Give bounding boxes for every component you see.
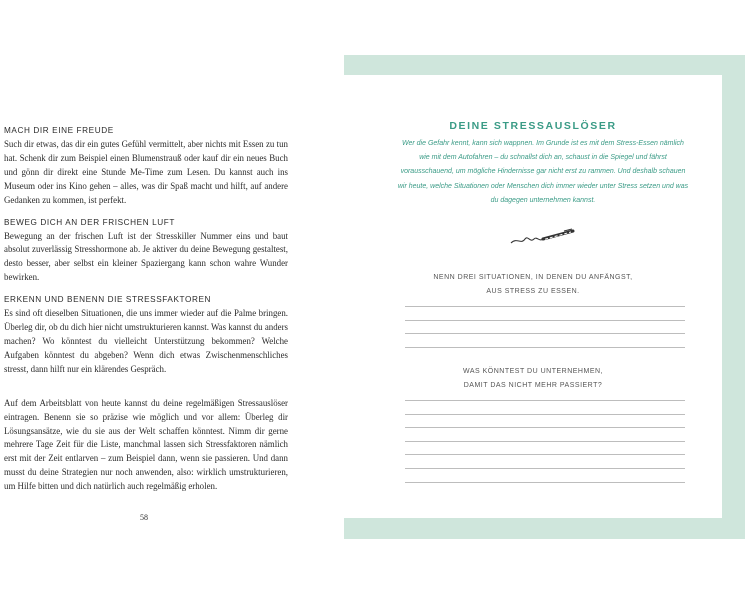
left-page-text: [4, 124, 288, 494]
question-situations: [344, 271, 722, 299]
answer-line[interactable]: [405, 414, 685, 415]
answer-lines-situations[interactable]: [405, 306, 685, 360]
question-line: WAS KÖNNTEST DU UNTERNEHMEN,: [462, 368, 603, 375]
answer-lines-actions[interactable]: [405, 400, 685, 495]
answer-line[interactable]: [405, 482, 685, 483]
pen-scribble-icon: [509, 227, 579, 249]
answer-line[interactable]: [405, 441, 685, 442]
answer-line[interactable]: [405, 347, 685, 348]
section-body: Es sind oft dieselben Situationen, die uns immer wieder auf die Palme bringen. Überleg dir, ob du dich hier nicht umstrukturieren kannst. Was kannst du anders machen? Wo könntest du vielleicht Unterstützung bekommen? Welche Aufgaben könntest du abgeben? Wenn dich etwas Zwischenmenschliches stresst, dann hilft nur ein klärendes Gespräch.: [4, 308, 288, 374]
section-bewegung: [4, 216, 288, 286]
worksheet-title: DEINE STRESSAUSLÖSER: [449, 120, 617, 132]
answer-line[interactable]: [405, 320, 685, 321]
answer-line[interactable]: [405, 333, 685, 334]
answer-line[interactable]: [405, 468, 685, 469]
worksheet-card: [344, 75, 722, 518]
question-actions: [344, 365, 722, 393]
answer-line[interactable]: [405, 400, 685, 401]
worksheet-intro: Wer die Gefahr kennt, kann sich wappnen. Im Grunde ist es mit dem Stress-Essen nämlich wie mit dem Autofahren – du schnallst dich an, schaust in die Spiegel und fährst vorausschauend, um mögliche Hindernisse gar nicht erst zu rammen. Und deshalb schauen wir heute, welche Situationen oder Menschen dich immer wieder unter Stress setzen und was du dagegen unternehmen kannst.: [397, 140, 689, 204]
section-heading: BEWEG DICH AN DER FRISCHEN LUFT: [4, 217, 175, 227]
closing-paragraph: Auf dem Arbeitsblatt von heute kannst du deine regelmäßigen Stressauslöser eintragen. Benenn sie so präzise wie möglich und vor allem: Überleg dir Lösungsansätze, wie du sie aus der Welt schaffen könntest. Nimm dir gerne mehrere Tage Zeit für die Liste, manchmal lassen sich Stressfaktoren nämlich erst mit der Zeit entlarven – zum Beispiel dann, wenn sie passieren. Und dann musst du deine Strategien nur noch anwenden, also: wirklich umstrukturieren, um Hilfe bitten und dich natürlich auch regelmäßig erholen.: [4, 397, 288, 492]
section-body: Such dir etwas, das dir ein gutes Gefühl vermittelt, aber nichts mit Essen zu tun hat. Schenk dir zum Beispiel einen Blumenstrauß oder kauf dir ein neues Buch und gönn dir direkt eine Stunde Me-Time zum Lesen. Du kannst auch ins Museum oder ins Kino gehen – alles, was dir Spaß macht und hilft, auf andere Gedanken zu kommen, ist perfekt.: [4, 139, 288, 205]
question-line: DAMIT DAS NICHT MEHR PASSIERT?: [463, 382, 603, 389]
section-stressfaktoren: [4, 293, 288, 377]
worksheet-panel: [344, 55, 745, 539]
question-line: AUS STRESS ZU ESSEN.: [486, 288, 580, 295]
page-number: 58: [140, 513, 148, 522]
question-line: NENN DREI SITUATIONEN, IN DENEN DU ANFÄNGST,: [433, 274, 633, 281]
section-heading: ERKENN UND BENENN DIE STRESSFAKTOREN: [4, 295, 212, 305]
answer-line[interactable]: [405, 427, 685, 428]
answer-line[interactable]: [405, 454, 685, 455]
section-heading: MACH DIR EINE FREUDE: [4, 126, 114, 135]
section-body: Bewegung an der frischen Luft ist der Stresskiller Nummer eins und baut absolut zuverlässig Stresshormone ab. Je aktiver du deine Bewegung gestaltest, desto besser, aber selbst ein kleiner Spaziergang kann schon wahre Wunder bewirken.: [4, 230, 288, 283]
answer-line[interactable]: [405, 306, 685, 307]
section-freude: [4, 124, 288, 208]
